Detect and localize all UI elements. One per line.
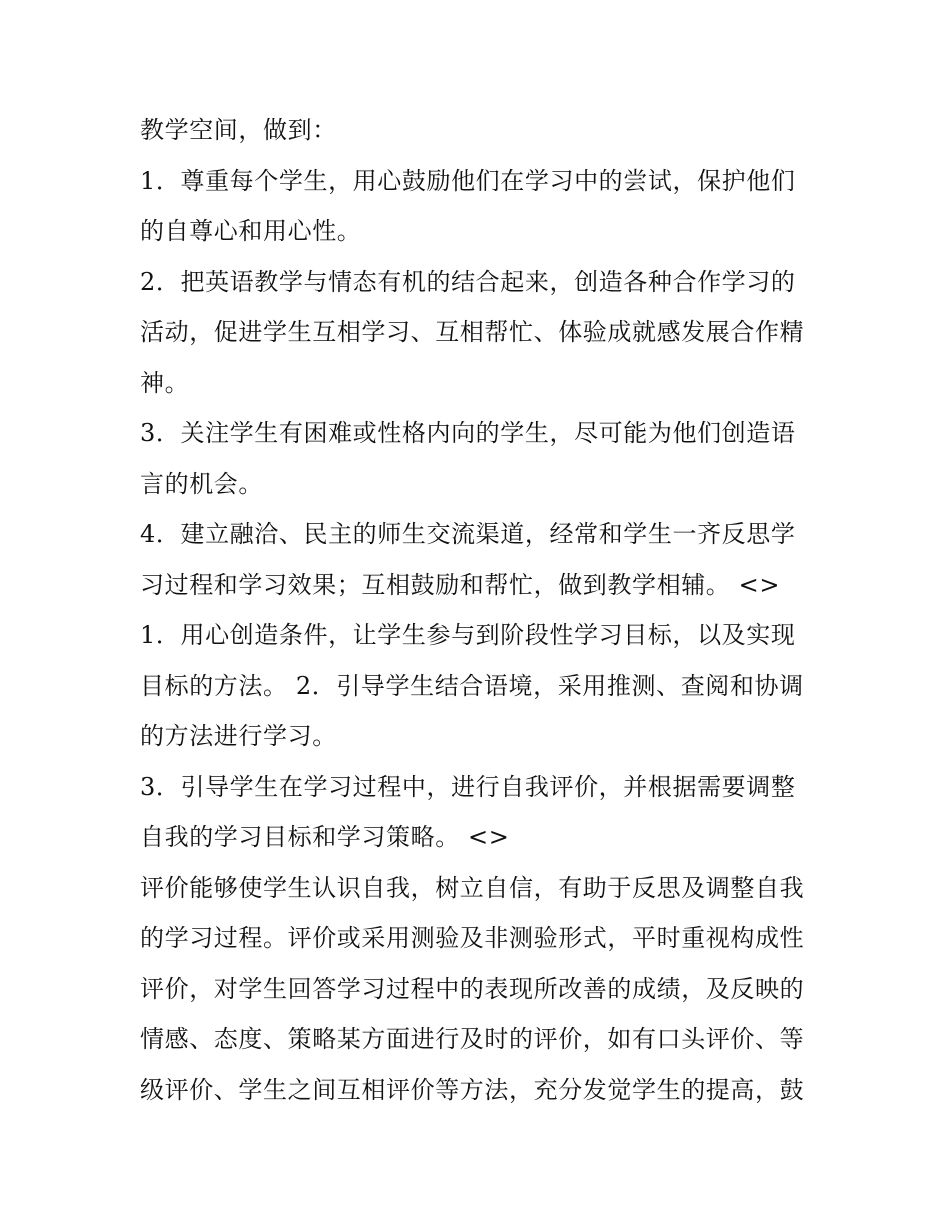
text-line: 的方法进行学习。 — [140, 722, 337, 750]
text-line: 3．关注学生有困难或性格内向的学生，尽可能为他们创造语 — [140, 419, 796, 447]
text-line: 4．建立融洽、民主的师生交流渠道，经常和学生一齐反思学 — [140, 520, 796, 548]
text-line: 1．用心创造条件，让学生参与到阶段性学习目标，以及实现 — [140, 621, 796, 649]
text-line: 活动，促进学生互相学习、互相帮忙、体验成就感发展合作精 — [140, 318, 805, 346]
text-line: 2．把英语教学与情态有机的结合起来，创造各种合作学习的 — [140, 267, 796, 296]
document-body — [140, 105, 830, 1115]
text-line: 神。 — [140, 368, 190, 397]
text-line: 目标的方法。 2．引导学生结合语境，采用推测、查阅和协调 — [140, 671, 804, 700]
text-line: 情感、态度、策略某方面进行及时的评价，如有口头评价、等 — [140, 1025, 805, 1053]
text-line: 自我的学习目标和学习策略。 <> — [140, 823, 510, 851]
text-line: 评价能够使学生认识自我，树立自信，有助于反思及调整自我 — [140, 873, 805, 902]
text-line: 的自尊心和用心性。 — [140, 217, 362, 245]
text-line: 的学习过程。评价或采用测验及非测验形式，平时重视构成性 — [140, 924, 805, 952]
text-line: 评价，对学生回答学习过程中的表现所改善的成绩，及反映的 — [140, 974, 805, 1003]
text-line: 1．尊重每个学生，用心鼓励他们在学习中的尝试，保护他们 — [140, 166, 796, 195]
text-line: 言的机会。 — [140, 469, 263, 498]
text-line: 教学空间，做到： — [140, 116, 337, 144]
text-line: 3．引导学生在学习过程中，进行自我评价，并根据需要调整 — [140, 772, 796, 801]
text-line: 习过程和学习效果；互相鼓励和帮忙，做到教学相辅。 <> — [140, 570, 781, 599]
text-line: 级评价、学生之间互相评价等方法，充分发觉学生的提高，鼓 — [140, 1075, 805, 1104]
